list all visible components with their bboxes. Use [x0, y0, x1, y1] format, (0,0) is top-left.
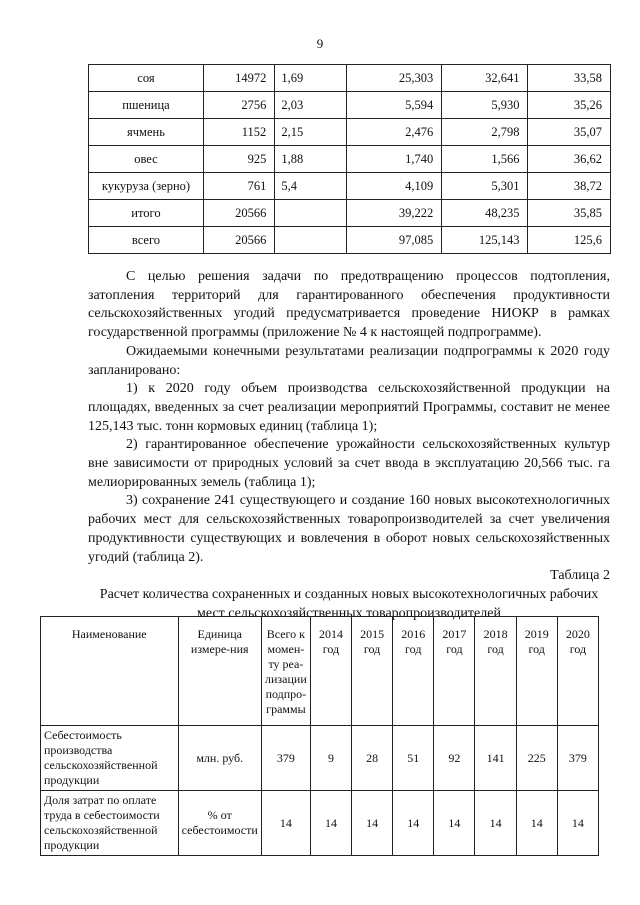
jobs-table: [40, 616, 599, 856]
header-year: 2017 год: [434, 617, 475, 726]
paragraph: 3) сохранение 241 существующего и создание 160 новых высокотехнологичных рабочих мест для сельскохозяйственных товаропроизводителей за счет увеличения продуктивности существующих и вовлечения в оборот новых сельскохозяйственных угодий (таблица 2).: [88, 493, 610, 565]
table-cell: 14: [261, 791, 310, 856]
table-cell: 35,07: [528, 119, 611, 146]
table-cell: 48,235: [442, 200, 528, 227]
table-row: [41, 791, 599, 856]
table-cell: 92: [434, 726, 475, 791]
table-cell: 9: [310, 726, 351, 791]
table-cell: 20566: [203, 227, 274, 254]
header-unit: Единица измере-ния: [178, 617, 261, 726]
table-cell: 38,72: [528, 173, 611, 200]
header-year: 2015 год: [352, 617, 393, 726]
table-cell: 925: [203, 146, 274, 173]
table-cell: 14: [516, 791, 557, 856]
table-row: [89, 65, 611, 92]
table-cell: Доля затрат по оплате труда в себестоимости сельскохозяйственной продукции: [41, 791, 179, 856]
table-cell: 379: [557, 726, 598, 791]
table-cell: пшеница: [89, 92, 204, 119]
table-cell: овес: [89, 146, 204, 173]
header-year: 2018 год: [475, 617, 516, 726]
table-cell: 32,641: [442, 65, 528, 92]
table-cell: 5,301: [442, 173, 528, 200]
paragraph: Ожидаемыми конечными результатами реализации подпрограммы к 2020 году запланировано:: [88, 343, 610, 378]
table-cell: 2,798: [442, 119, 528, 146]
table-cell: 2,476: [347, 119, 442, 146]
table-cell: 225: [516, 726, 557, 791]
table-cell: 5,594: [347, 92, 442, 119]
header-year: 2016 год: [393, 617, 434, 726]
table-row: [89, 200, 611, 227]
table-cell: 51: [393, 726, 434, 791]
table2-title: Расчет количества сохраненных и созданных новых высокотехнологичных рабочих мест сельскохозяйственных товаропроизводителей: [99, 586, 599, 621]
table-cell: 761: [203, 173, 274, 200]
table-cell: 97,085: [347, 227, 442, 254]
table-cell: 2756: [203, 92, 274, 119]
table-cell: 379: [261, 726, 310, 791]
crop-yield-table: [88, 64, 611, 254]
header-year: 2020 год: [557, 617, 598, 726]
table-cell: 1,69: [275, 65, 347, 92]
table-cell: 141: [475, 726, 516, 791]
table-cell: 1152: [203, 119, 274, 146]
table-cell: Себестоимость производства сельскохозяйственной продукции: [41, 726, 179, 791]
table-cell: 28: [352, 726, 393, 791]
table-row: [89, 173, 611, 200]
table-cell: 14: [557, 791, 598, 856]
table-cell: 14972: [203, 65, 274, 92]
table-cell: 14: [475, 791, 516, 856]
table-cell: 35,26: [528, 92, 611, 119]
header-year: 2019 год: [516, 617, 557, 726]
table-cell: 1,566: [442, 146, 528, 173]
table-cell: 14: [352, 791, 393, 856]
table-cell: кукуруза (зерно): [89, 173, 204, 200]
table2-label: Таблица 2: [550, 568, 610, 584]
table-cell: [275, 200, 347, 227]
table-cell: 14: [393, 791, 434, 856]
table-cell: 5,930: [442, 92, 528, 119]
table-cell: 5,4: [275, 173, 347, 200]
table-cell: итого: [89, 200, 204, 227]
table-cell: соя: [89, 65, 204, 92]
paragraph: С целью решения задачи по предотвращению процессов подтопления, затопления территорий для гарантированного обеспечения продуктивности сельскохозяйственных угодий предусматривается проведение НИОКР в рамках государственной программы (приложение № 4 к настоящей подпрограмме).: [88, 269, 610, 341]
table-cell: 2,15: [275, 119, 347, 146]
header-name: Наименование: [41, 617, 179, 726]
table-row: [41, 726, 599, 791]
table-cell: 125,6: [528, 227, 611, 254]
table-cell: 36,62: [528, 146, 611, 173]
table-cell: 125,143: [442, 227, 528, 254]
table-cell: % от себестоимости: [178, 791, 261, 856]
table-row: [89, 119, 611, 146]
paragraph: 2) гарантированное обеспечение урожайности сельскохозяйственных культур вне зависимости от природных условий за счет ввода в эксплуатацию 20,566 тыс. га мелиорированных земель (таблица 1);: [88, 437, 610, 490]
table-cell: [275, 227, 347, 254]
table-cell: 39,222: [347, 200, 442, 227]
table-cell: 1,88: [275, 146, 347, 173]
header-total: Всего к момен-ту реа-лизации подпро-граммы: [261, 617, 310, 726]
body-text: [88, 268, 610, 623]
table-cell: ячмень: [89, 119, 204, 146]
table-cell: 33,58: [528, 65, 611, 92]
table-cell: 25,303: [347, 65, 442, 92]
table-row: [89, 227, 611, 254]
paragraph: 1) к 2020 году объем производства сельскохозяйственной продукции на площадях, введенных за счет реализации мероприятий Программы, составит не менее 125,143 тыс. тонн кормовых единиц (таблица 1);: [88, 381, 610, 434]
table-cell: 4,109: [347, 173, 442, 200]
table-cell: 35,85: [528, 200, 611, 227]
table-row: [89, 146, 611, 173]
table-cell: всего: [89, 227, 204, 254]
table-cell: 14: [434, 791, 475, 856]
table-cell: 2,03: [275, 92, 347, 119]
page-number: 9: [316, 36, 324, 51]
table-cell: млн. руб.: [178, 726, 261, 791]
table-cell: 1,740: [347, 146, 442, 173]
table-cell: 20566: [203, 200, 274, 227]
header-year: 2014 год: [310, 617, 351, 726]
table-cell: 14: [310, 791, 351, 856]
table-row: [89, 92, 611, 119]
